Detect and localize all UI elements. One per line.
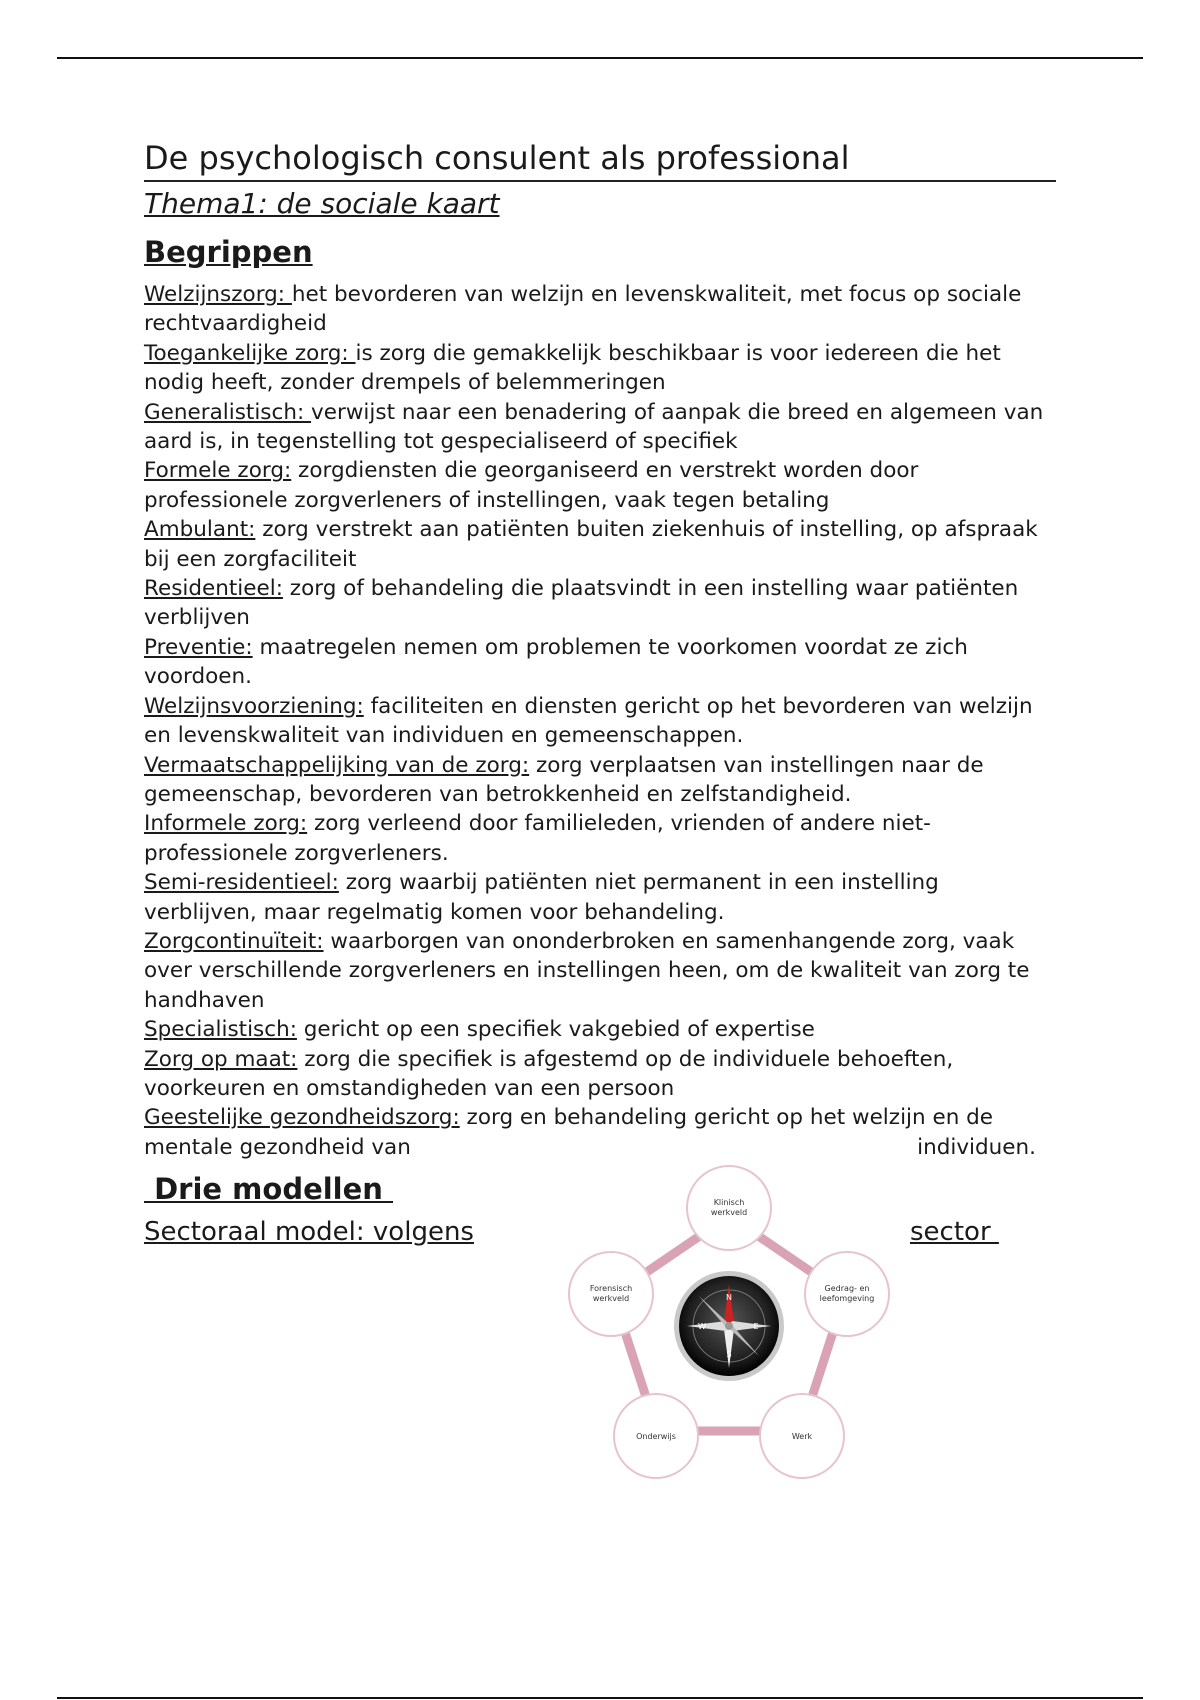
term-definition-left: mentale gezondheid van [144, 1134, 411, 1160]
term-entry [144, 1045, 1056, 1104]
term-label: Informele zorg: [144, 811, 308, 837]
header-rule [57, 57, 1143, 59]
term-entry [144, 398, 1056, 457]
term-label: Specialistisch: [144, 1017, 297, 1043]
compass-letter-n: N [726, 1293, 732, 1302]
term-definition: zorg waarbij patiënten niet permanent in een instelling verblijven, maar regelmatig komen voor behandeling. [144, 870, 939, 925]
diagram-svg [553, 1163, 893, 1483]
term-definition: zorg verstrekt aan patiënten buiten ziekenhuis of instelling, op afspraak bij een zorgfaciliteit [144, 517, 1038, 572]
diagram-node-onderwijs [614, 1394, 698, 1478]
term-definition: maatregelen nemen om problemen te voorkomen voordat ze zich voordoen. [144, 634, 968, 690]
node-label: Klinisch werkveld [710, 1198, 748, 1217]
social-map-diagram [553, 1163, 893, 1483]
diagram-node-forensisch [569, 1252, 653, 1336]
term-label: Zorgcontinuïteit: [144, 928, 324, 954]
footer-rule [57, 1697, 1143, 1699]
term-definition: zorg die specifiek is afgestemd op de individuele behoeften, voorkeuren en omstandigheden van een persoon [144, 1046, 954, 1101]
term-definition: verwijst naar een benadering of aanpak die breed en algemeen van aard is, in tegenstelling tot gespecialiseerd of specifiek [144, 399, 1044, 455]
term-entry [144, 339, 1056, 398]
term-definition: faciliteiten en diensten gericht op het bevorderen van welzijn en levenskwaliteit van individuen en gemeenschappen. [144, 693, 1033, 749]
term-definition: het bevorderen van welzijn en levenskwaliteit, met focus op sociale rechtvaardigheid [144, 282, 1022, 337]
term-entry [144, 1015, 1056, 1044]
term-label: Welzijnszorg: [144, 282, 292, 307]
term-definition: zorg verplaatsen van instellingen naar de gemeenschap, bevorderen van betrokkenheid en zelfstandigheid. [144, 752, 984, 807]
term-entry-last-line [144, 1133, 1056, 1162]
term-entry [144, 633, 1056, 692]
sectoral-model-text: Sectoraal model: volgens [144, 1217, 474, 1247]
term-label: Formele zorg: [144, 458, 292, 484]
node-label: Forensisch werkveld [589, 1284, 633, 1303]
section-heading-begrippen: Begrippen [144, 235, 313, 269]
term-label: Generalistisch: [144, 399, 312, 425]
node-label: Gedrag- en leefomgeving [819, 1284, 875, 1303]
compass-letter-w: W [698, 1322, 706, 1331]
term-label: Welzijnsvoorziening: [144, 693, 364, 719]
terms-list [144, 280, 1056, 1162]
term-definition: zorg of behandeling die plaatsvindt in een instelling waar patiënten verblijven [144, 576, 1019, 631]
document-body [144, 138, 1056, 1162]
term-definition: gericht op een specifiek vakgebied of expertise [296, 1017, 815, 1043]
term-label: Vermaatschappelijking van de zorg: [144, 752, 530, 778]
term-entry [144, 280, 1056, 339]
diagram-node-gedrag [805, 1252, 889, 1336]
term-entry [144, 751, 1056, 810]
term-definition-right: individuen. [917, 1134, 1036, 1160]
term-entry [144, 456, 1056, 515]
term-definition: zorg verleend door familieleden, vrienden of andere niet-professionele zorgverleners. [144, 811, 931, 866]
term-label: Toegankelijke zorg: [144, 340, 356, 366]
term-label: Semi-residentieel: [144, 870, 339, 896]
term-label: Geestelijke gezondheidszorg: [144, 1105, 460, 1131]
term-definition: zorg en behandeling gericht op het welzijn en de [459, 1105, 994, 1131]
term-entry [144, 574, 1056, 633]
term-entry-last [144, 1103, 1056, 1132]
term-label: Zorg op maat: [144, 1046, 298, 1072]
term-definition: is zorg die gemakkelijk beschikbaar is voor iedereen die het nodig heeft, zonder drempels of belemmeringen [144, 340, 1001, 396]
section-heading-drie-modellen: Drie modellen [144, 1172, 394, 1206]
term-definition: zorgdiensten die georganiseerd en verstrekt worden door professionele zorgverleners of instellingen, vaak tegen betaling [144, 458, 919, 513]
diagram-node-klinisch [687, 1166, 771, 1250]
term-entry [144, 927, 1056, 1015]
term-label: Ambulant: [144, 517, 256, 543]
theme-subtitle: Thema1: de sociale kaart [144, 187, 500, 220]
node-label: Onderwijs [636, 1432, 676, 1441]
compass-letter-s: S [726, 1350, 732, 1359]
term-definition: waarborgen van ononderbroken en samenhangende zorg, vaak over verschillende zorgverleners en instellingen heen, om de kwaliteit van zorg te handhaven [144, 928, 1030, 1013]
page-title: De psychologisch consulent als professional [144, 138, 1056, 182]
term-entry [144, 809, 1056, 868]
term-label: Preventie: [144, 634, 253, 660]
sectoral-model-text-cont: sector [910, 1217, 999, 1247]
term-entry [144, 868, 1056, 927]
term-entry [144, 692, 1056, 751]
compass-icon [674, 1271, 784, 1381]
term-label: Residentieel: [144, 576, 283, 602]
term-entry [144, 515, 1056, 574]
diagram-node-werk [760, 1394, 844, 1478]
node-label: Werk [791, 1432, 813, 1441]
compass-letter-e: E [753, 1322, 759, 1331]
